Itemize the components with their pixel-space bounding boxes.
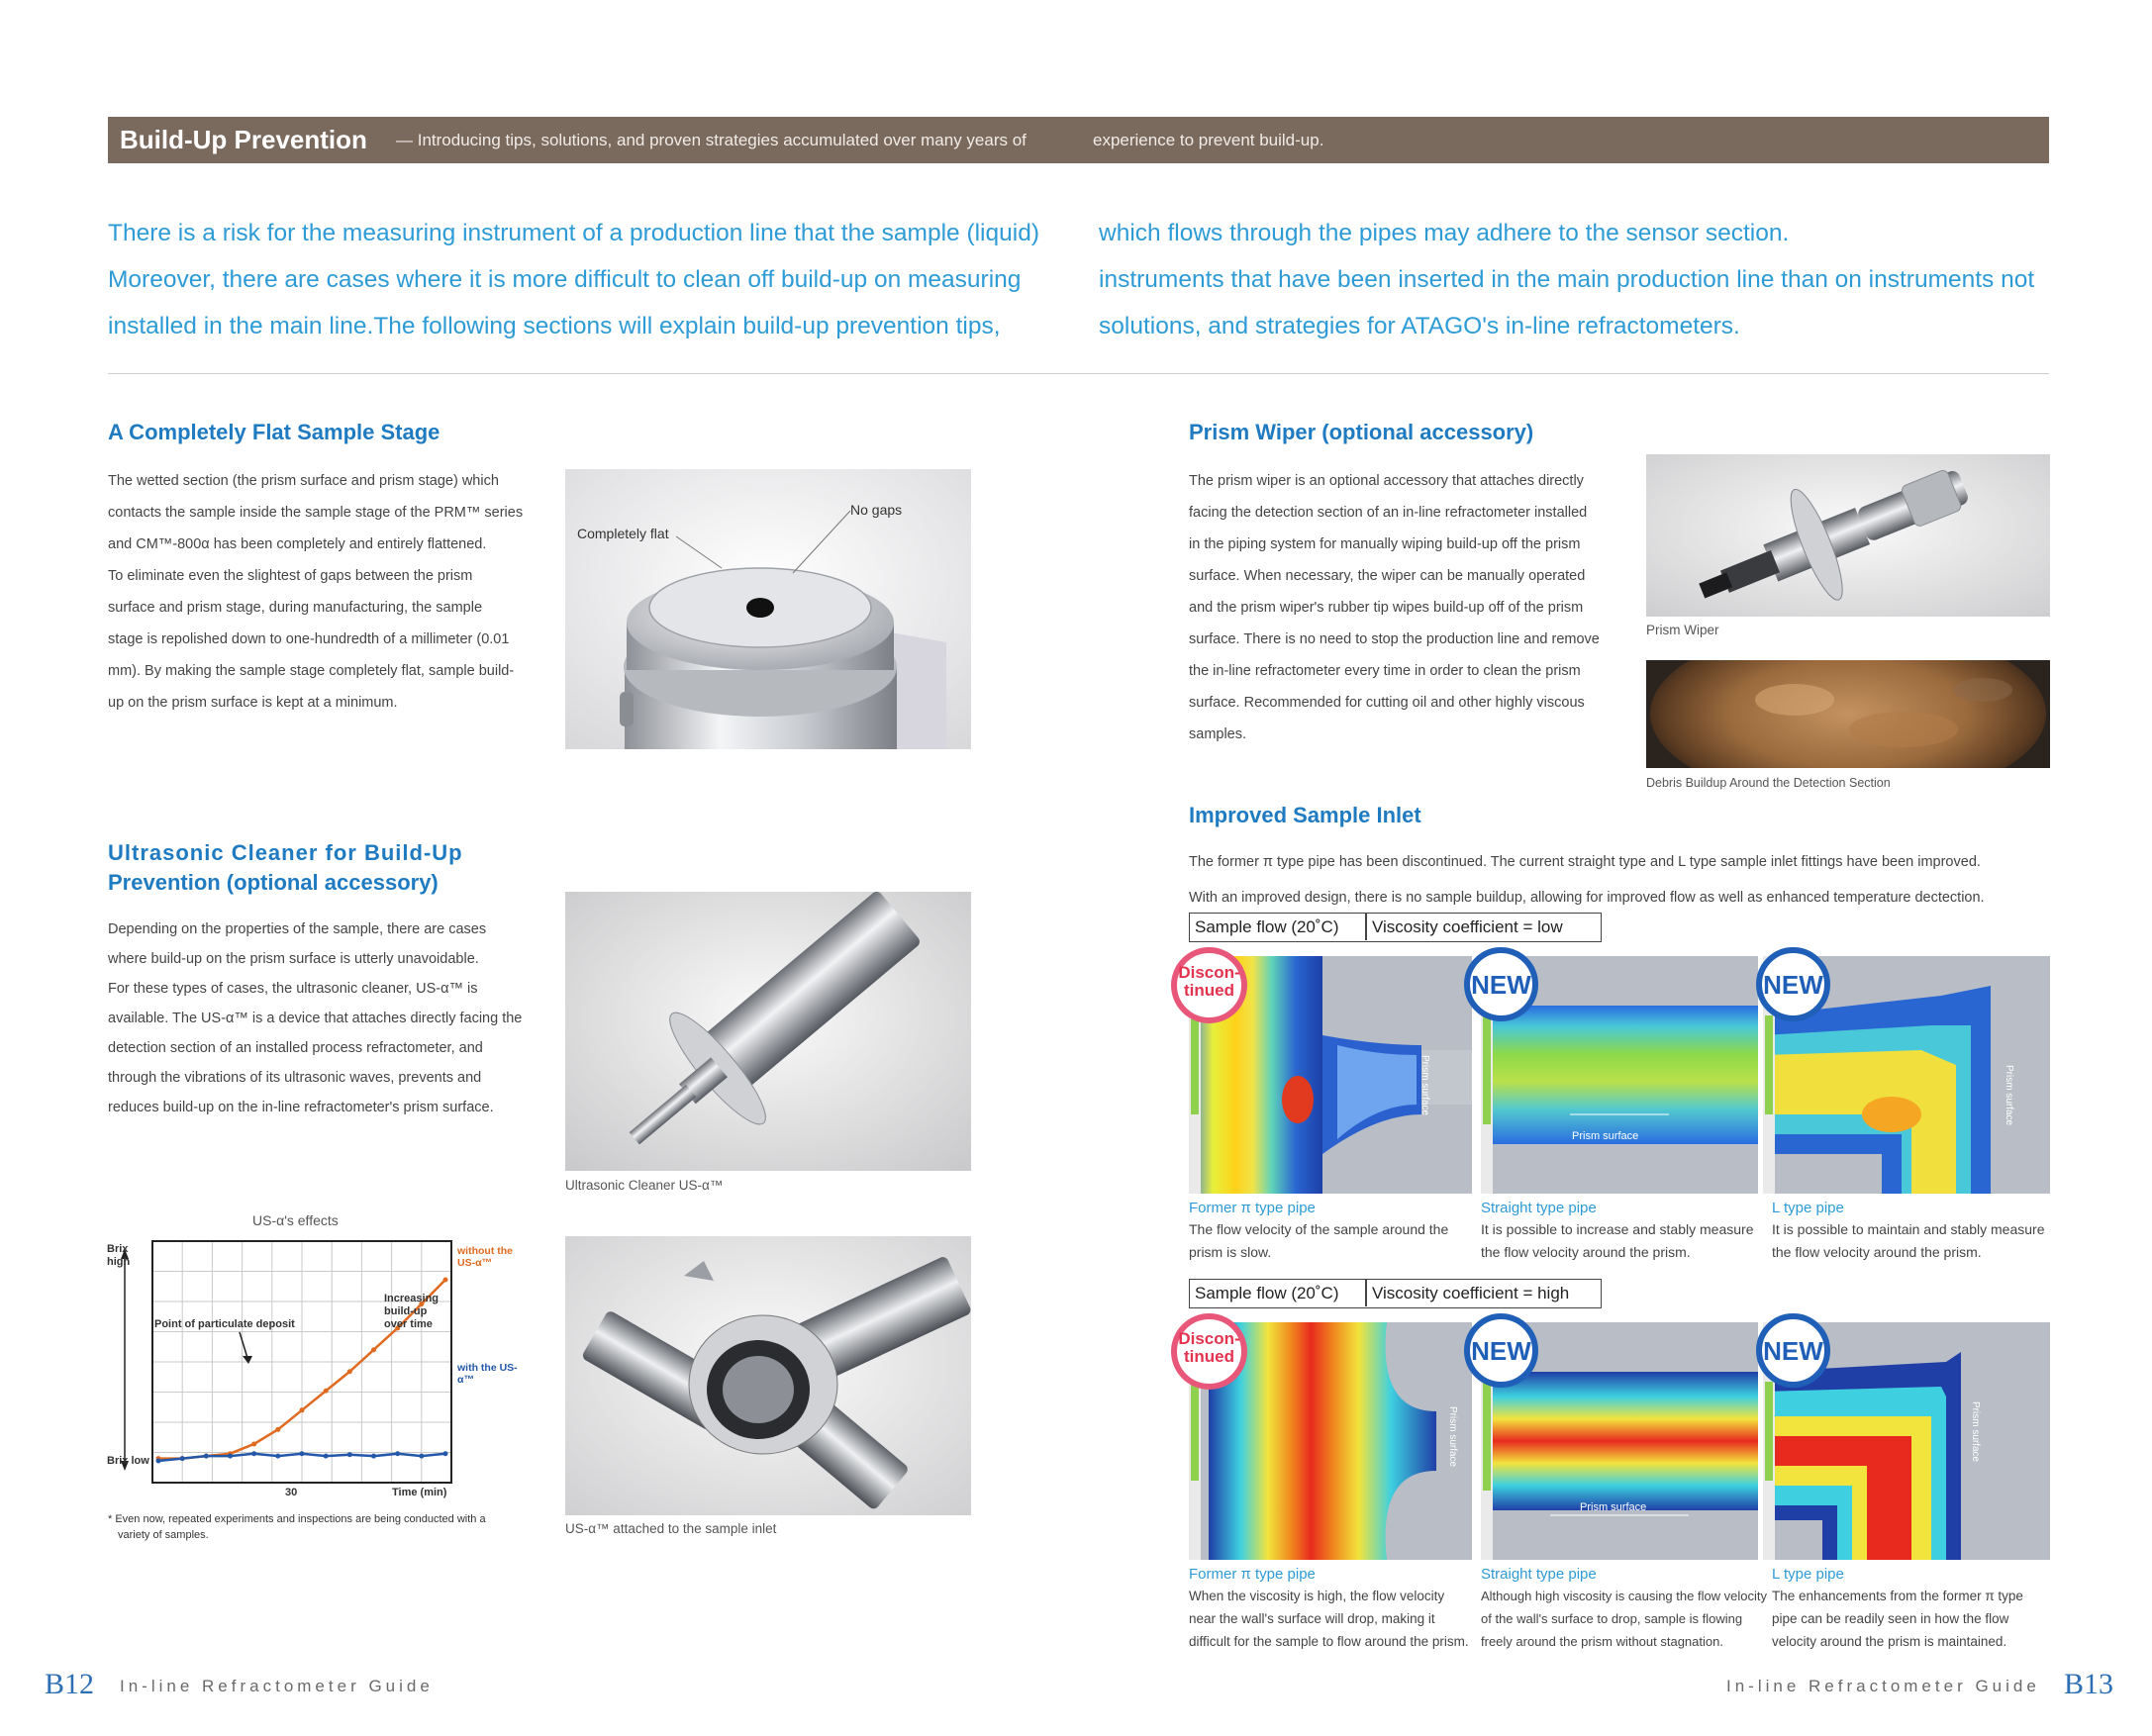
flow-condition: Sample flow (20˚C) xyxy=(1195,917,1339,936)
deposit-pointer xyxy=(240,1332,247,1358)
data-point xyxy=(443,1278,448,1283)
desc-line: It is possible to maintain and stably measure xyxy=(1772,1221,2045,1237)
body-line: reduces build-up on the in-line refractometer's prism surface. xyxy=(108,1100,494,1115)
us-alpha-chart xyxy=(107,1235,523,1502)
chart-grid xyxy=(152,1241,451,1483)
body-line: available. The US-α™ is a device that attaches directly facing the xyxy=(108,1011,523,1026)
desc-line: velocity around the prism is maintained. xyxy=(1772,1634,2007,1649)
annotation-line: build-up xyxy=(384,1305,428,1317)
data-point xyxy=(371,1347,376,1352)
flat-stage-body xyxy=(108,465,524,719)
footnote-line: variety of samples. xyxy=(118,1529,209,1541)
section-subtitle-left: — Introducing tips, solutions, and proven strategies accumulated over many years of xyxy=(396,131,1027,149)
flow-label-low xyxy=(1189,913,1602,942)
body-line: the in-line refractometer every time in order to clean the prism xyxy=(1189,663,1581,679)
body-line: surface. There is no need to stop the production line and remove xyxy=(1189,631,1600,647)
body-line: With an improved design, there is no sample buildup, allowing for improved flow as well as enhanced temperature dectection. xyxy=(1189,890,1985,906)
badge-line: tinued xyxy=(1184,981,1234,1000)
flow-divider xyxy=(1365,1280,1367,1306)
section-title: Build-Up Prevention xyxy=(120,125,367,154)
prism-wiper-photo xyxy=(1646,454,2050,617)
sample-stage-photo xyxy=(565,469,971,749)
body-line: Depending on the properties of the sample, there are cases xyxy=(108,921,487,937)
data-point xyxy=(347,1452,352,1457)
pipe-desc xyxy=(1772,1585,2023,1653)
desc-line: the flow velocity around the prism. xyxy=(1481,1244,1691,1260)
footnote-line: * Even now, repeated experiments and inspections are being conducted with a xyxy=(108,1513,486,1525)
data-point xyxy=(180,1456,185,1461)
prism-surface-label: Prism surface xyxy=(2004,1065,2014,1126)
new-badge xyxy=(1756,1313,1830,1388)
data-point xyxy=(275,1454,280,1459)
data-point xyxy=(443,1451,448,1456)
inlet-heading: Improved Sample Inlet xyxy=(1189,803,1421,827)
desc-line: When the viscosity is high, the flow velocity xyxy=(1189,1589,1445,1603)
body-line: and the prism wiper's rubber tip wipes build-up off of the prism xyxy=(1189,600,1584,616)
discontinued-badge xyxy=(1171,1313,1247,1390)
pipe-title: L type pipe xyxy=(1772,1200,1844,1216)
desc-line: near the wall's surface will drop, making it xyxy=(1189,1611,1435,1626)
legend-without: without the US-α™ xyxy=(457,1245,513,1269)
body-line: The former π type pipe has been discontinued. The current straight type and L type sample inlet fittings have been improved. xyxy=(1189,854,1981,870)
x-tick-30: 30 xyxy=(285,1487,298,1498)
guide-label-right: In-line Refractometer Guide xyxy=(1726,1677,2040,1695)
former-low-caption xyxy=(1189,1199,1448,1264)
y-label-high: Brix high xyxy=(107,1243,131,1268)
pipe-desc xyxy=(1189,1585,1469,1653)
data-point xyxy=(300,1451,305,1456)
data-point xyxy=(324,1389,329,1394)
data-point xyxy=(300,1407,305,1412)
badge-line: tinued xyxy=(1184,1347,1234,1366)
page-number-left: B12 xyxy=(45,1668,95,1700)
pipe-title: Former π type pipe xyxy=(1189,1566,1316,1583)
body-line: contacts the sample inside the sample stage of the PRM™ series xyxy=(108,505,524,521)
caption-prism-wiper: Prism Wiper xyxy=(1646,623,1719,637)
pipe-title: Former π type pipe xyxy=(1189,1200,1316,1216)
intro-divider xyxy=(108,373,2049,374)
discontinued-badge-text xyxy=(1177,964,1241,1000)
badge-line: Discon- xyxy=(1178,963,1240,982)
pipe-title: L type pipe xyxy=(1772,1566,1844,1583)
desc-line: pipe can be readily seen in how the flow xyxy=(1772,1611,2009,1626)
annotation-line: over time xyxy=(384,1318,433,1330)
desc-line: Although high viscosity is causing the flow velocity xyxy=(1481,1589,1768,1603)
annotation-line: Increasing xyxy=(384,1293,440,1304)
desc-line: The enhancements from the former π type xyxy=(1772,1589,2023,1603)
us-alpha-inlet-photo xyxy=(565,1236,971,1515)
data-point xyxy=(228,1454,233,1459)
prism-surface-label: Prism surface xyxy=(1419,1055,1430,1116)
body-line: To eliminate even the slightest of gaps between the prism xyxy=(108,568,473,584)
new-badge-text: NEW xyxy=(1471,1336,1531,1366)
new-badge xyxy=(1756,947,1830,1021)
intro-left xyxy=(108,210,1039,349)
new-badge-text: NEW xyxy=(1763,970,1823,1000)
body-line: up on the prism surface is kept at a minimum. xyxy=(108,695,398,711)
new-badge xyxy=(1464,1313,1538,1388)
pipe-title: Straight type pipe xyxy=(1481,1200,1597,1216)
desc-line: The flow velocity of the sample around the xyxy=(1189,1221,1449,1237)
body-line: in the piping system for manually wiping build-up off the prism xyxy=(1189,536,1581,552)
viscosity-high: Viscosity coefficient = high xyxy=(1372,1284,1570,1302)
viscosity-low: Viscosity coefficient = low xyxy=(1372,917,1563,936)
intro-right xyxy=(1099,210,2034,349)
data-point xyxy=(371,1454,376,1459)
body-line: mm). By making the sample stage completely flat, sample build- xyxy=(108,663,515,679)
new-badge-text: NEW xyxy=(1763,1336,1823,1366)
l-low-caption xyxy=(1772,1199,2044,1264)
former-high-caption xyxy=(1189,1565,1469,1653)
section-subtitle-right: experience to prevent build-up. xyxy=(1093,131,1324,149)
inlet-body xyxy=(1189,844,1985,916)
legend-with: with the US-α™ xyxy=(457,1362,518,1386)
badge-line: Discon- xyxy=(1178,1329,1240,1348)
annotation-increasing xyxy=(384,1293,439,1331)
data-point xyxy=(204,1454,209,1459)
discontinued-badge xyxy=(1171,947,1247,1023)
wiper-heading: Prism Wiper (optional accessory) xyxy=(1189,420,1534,444)
data-point xyxy=(419,1454,424,1459)
deposit-pointer-head xyxy=(243,1356,252,1364)
flat-stage-heading: A Completely Flat Sample Stage xyxy=(108,420,440,444)
data-point xyxy=(251,1441,256,1446)
body-line: For these types of cases, the ultrasonic cleaner, US-α™ is xyxy=(108,981,478,997)
discontinued-badge-text xyxy=(1177,1330,1241,1366)
data-point xyxy=(324,1454,329,1459)
debris-buildup-photo xyxy=(1646,660,2050,768)
caption-ultrasonic-cleaner: Ultrasonic Cleaner US-α™ xyxy=(565,1178,724,1193)
intro-line: installed in the main line.The following sections will explain build-up prevention tips, xyxy=(108,313,1001,339)
intro-line: There is a risk for the measuring instrument of a production line that the sample (liquid) xyxy=(108,220,1039,246)
intro-line: which flows through the pipes may adhere to the sensor section. xyxy=(1099,220,1790,246)
desc-line: freely around the prism without stagnation. xyxy=(1481,1634,1723,1649)
body-line: surface and prism stage, during manufacturing, the sample xyxy=(108,600,483,616)
chart-footnote xyxy=(108,1511,486,1543)
intro-line: solutions, and strategies for ATAGO's in-line refractometers. xyxy=(1099,313,1740,339)
body-line: and CM™-800α has been completely and entirely flattened. xyxy=(108,536,487,552)
body-line: through the vibrations of its ultrasonic waves, prevents and xyxy=(108,1070,482,1086)
desc-line: It is possible to increase and stably measure xyxy=(1481,1221,1754,1237)
ultrasonic-body xyxy=(108,915,523,1122)
desc-line: of the wall's surface to drop, sample is flowing xyxy=(1481,1611,1743,1626)
pipe-desc xyxy=(1481,1218,1753,1264)
guide-label-left: In-line Refractometer Guide xyxy=(120,1677,434,1695)
pipe-desc xyxy=(1481,1585,1767,1653)
chart-title: US-α's effects xyxy=(252,1212,339,1228)
prism-surface-label: Prism surface xyxy=(1572,1130,1639,1142)
body-line: The wetted section (the prism surface and prism stage) which xyxy=(108,473,499,489)
prism-surface-label: Prism surface xyxy=(1580,1501,1647,1513)
new-badge-text: NEW xyxy=(1471,970,1531,1000)
pipe-desc xyxy=(1772,1218,2044,1264)
flow-divider xyxy=(1365,914,1367,940)
body-line: surface. Recommended for cutting oil and other highly viscous xyxy=(1189,695,1585,711)
ultrasonic-heading-line: Ultrasonic Cleaner for Build-Up xyxy=(108,840,463,865)
y-label-low: Brix low xyxy=(107,1455,149,1467)
body-line: The prism wiper is an optional accessory that attaches directly xyxy=(1189,473,1584,489)
data-point xyxy=(275,1427,280,1432)
prism-surface-label: Prism surface xyxy=(1970,1401,1981,1463)
label-no-gaps: No gaps xyxy=(850,502,903,518)
pipe-desc xyxy=(1189,1218,1448,1264)
new-badge xyxy=(1464,947,1538,1021)
caption-us-alpha-inlet: US-α™ attached to the sample inlet xyxy=(565,1521,777,1536)
label-completely-flat: Completely flat xyxy=(577,526,669,541)
pipe-title: Straight type pipe xyxy=(1481,1566,1597,1583)
flow-label-high xyxy=(1189,1279,1602,1308)
body-line: where build-up on the prism surface is utterly unavoidable. xyxy=(108,951,479,967)
body-line: surface. When necessary, the wiper can be manually operated xyxy=(1189,568,1586,584)
desc-line: the flow velocity around the prism. xyxy=(1772,1244,1982,1260)
ultrasonic-cleaner-photo xyxy=(565,892,971,1171)
body-line: detection section of an installed process refractometer, and xyxy=(108,1040,483,1056)
data-point xyxy=(347,1369,352,1374)
data-point xyxy=(395,1451,400,1456)
straight-high-caption xyxy=(1481,1565,1767,1653)
ultrasonic-heading-line: Prevention (optional accessory) xyxy=(108,870,439,895)
desc-line: difficult for the sample to flow around the prism. xyxy=(1189,1634,1469,1649)
x-axis-label: Time (min) xyxy=(392,1487,447,1498)
body-line: stage is repolished down to one-hundredth of a millimeter (0.01 xyxy=(108,631,510,647)
data-point xyxy=(251,1451,256,1456)
straight-low-caption xyxy=(1481,1199,1753,1264)
desc-line: prism is slow. xyxy=(1189,1244,1272,1260)
body-line: facing the detection section of an in-line refractometer installed xyxy=(1189,505,1588,521)
l-high-caption xyxy=(1772,1565,2023,1653)
intro-line: Moreover, there are cases where it is more difficult to clean off build-up on measuring xyxy=(108,266,1022,293)
caption-debris: Debris Buildup Around the Detection Section xyxy=(1646,776,1891,790)
annotation-deposit: Point of particulate deposit xyxy=(154,1318,295,1330)
prism-surface-label: Prism surface xyxy=(1447,1406,1458,1468)
wiper-body xyxy=(1189,465,1624,750)
flow-condition: Sample flow (20˚C) xyxy=(1195,1284,1339,1302)
page-number-right: B13 xyxy=(2064,1668,2114,1700)
data-point xyxy=(156,1459,161,1464)
body-line: samples. xyxy=(1189,726,1247,742)
ultrasonic-heading xyxy=(108,838,463,898)
intro-line: instruments that have been inserted in the main production line than on instruments not xyxy=(1099,266,2035,293)
